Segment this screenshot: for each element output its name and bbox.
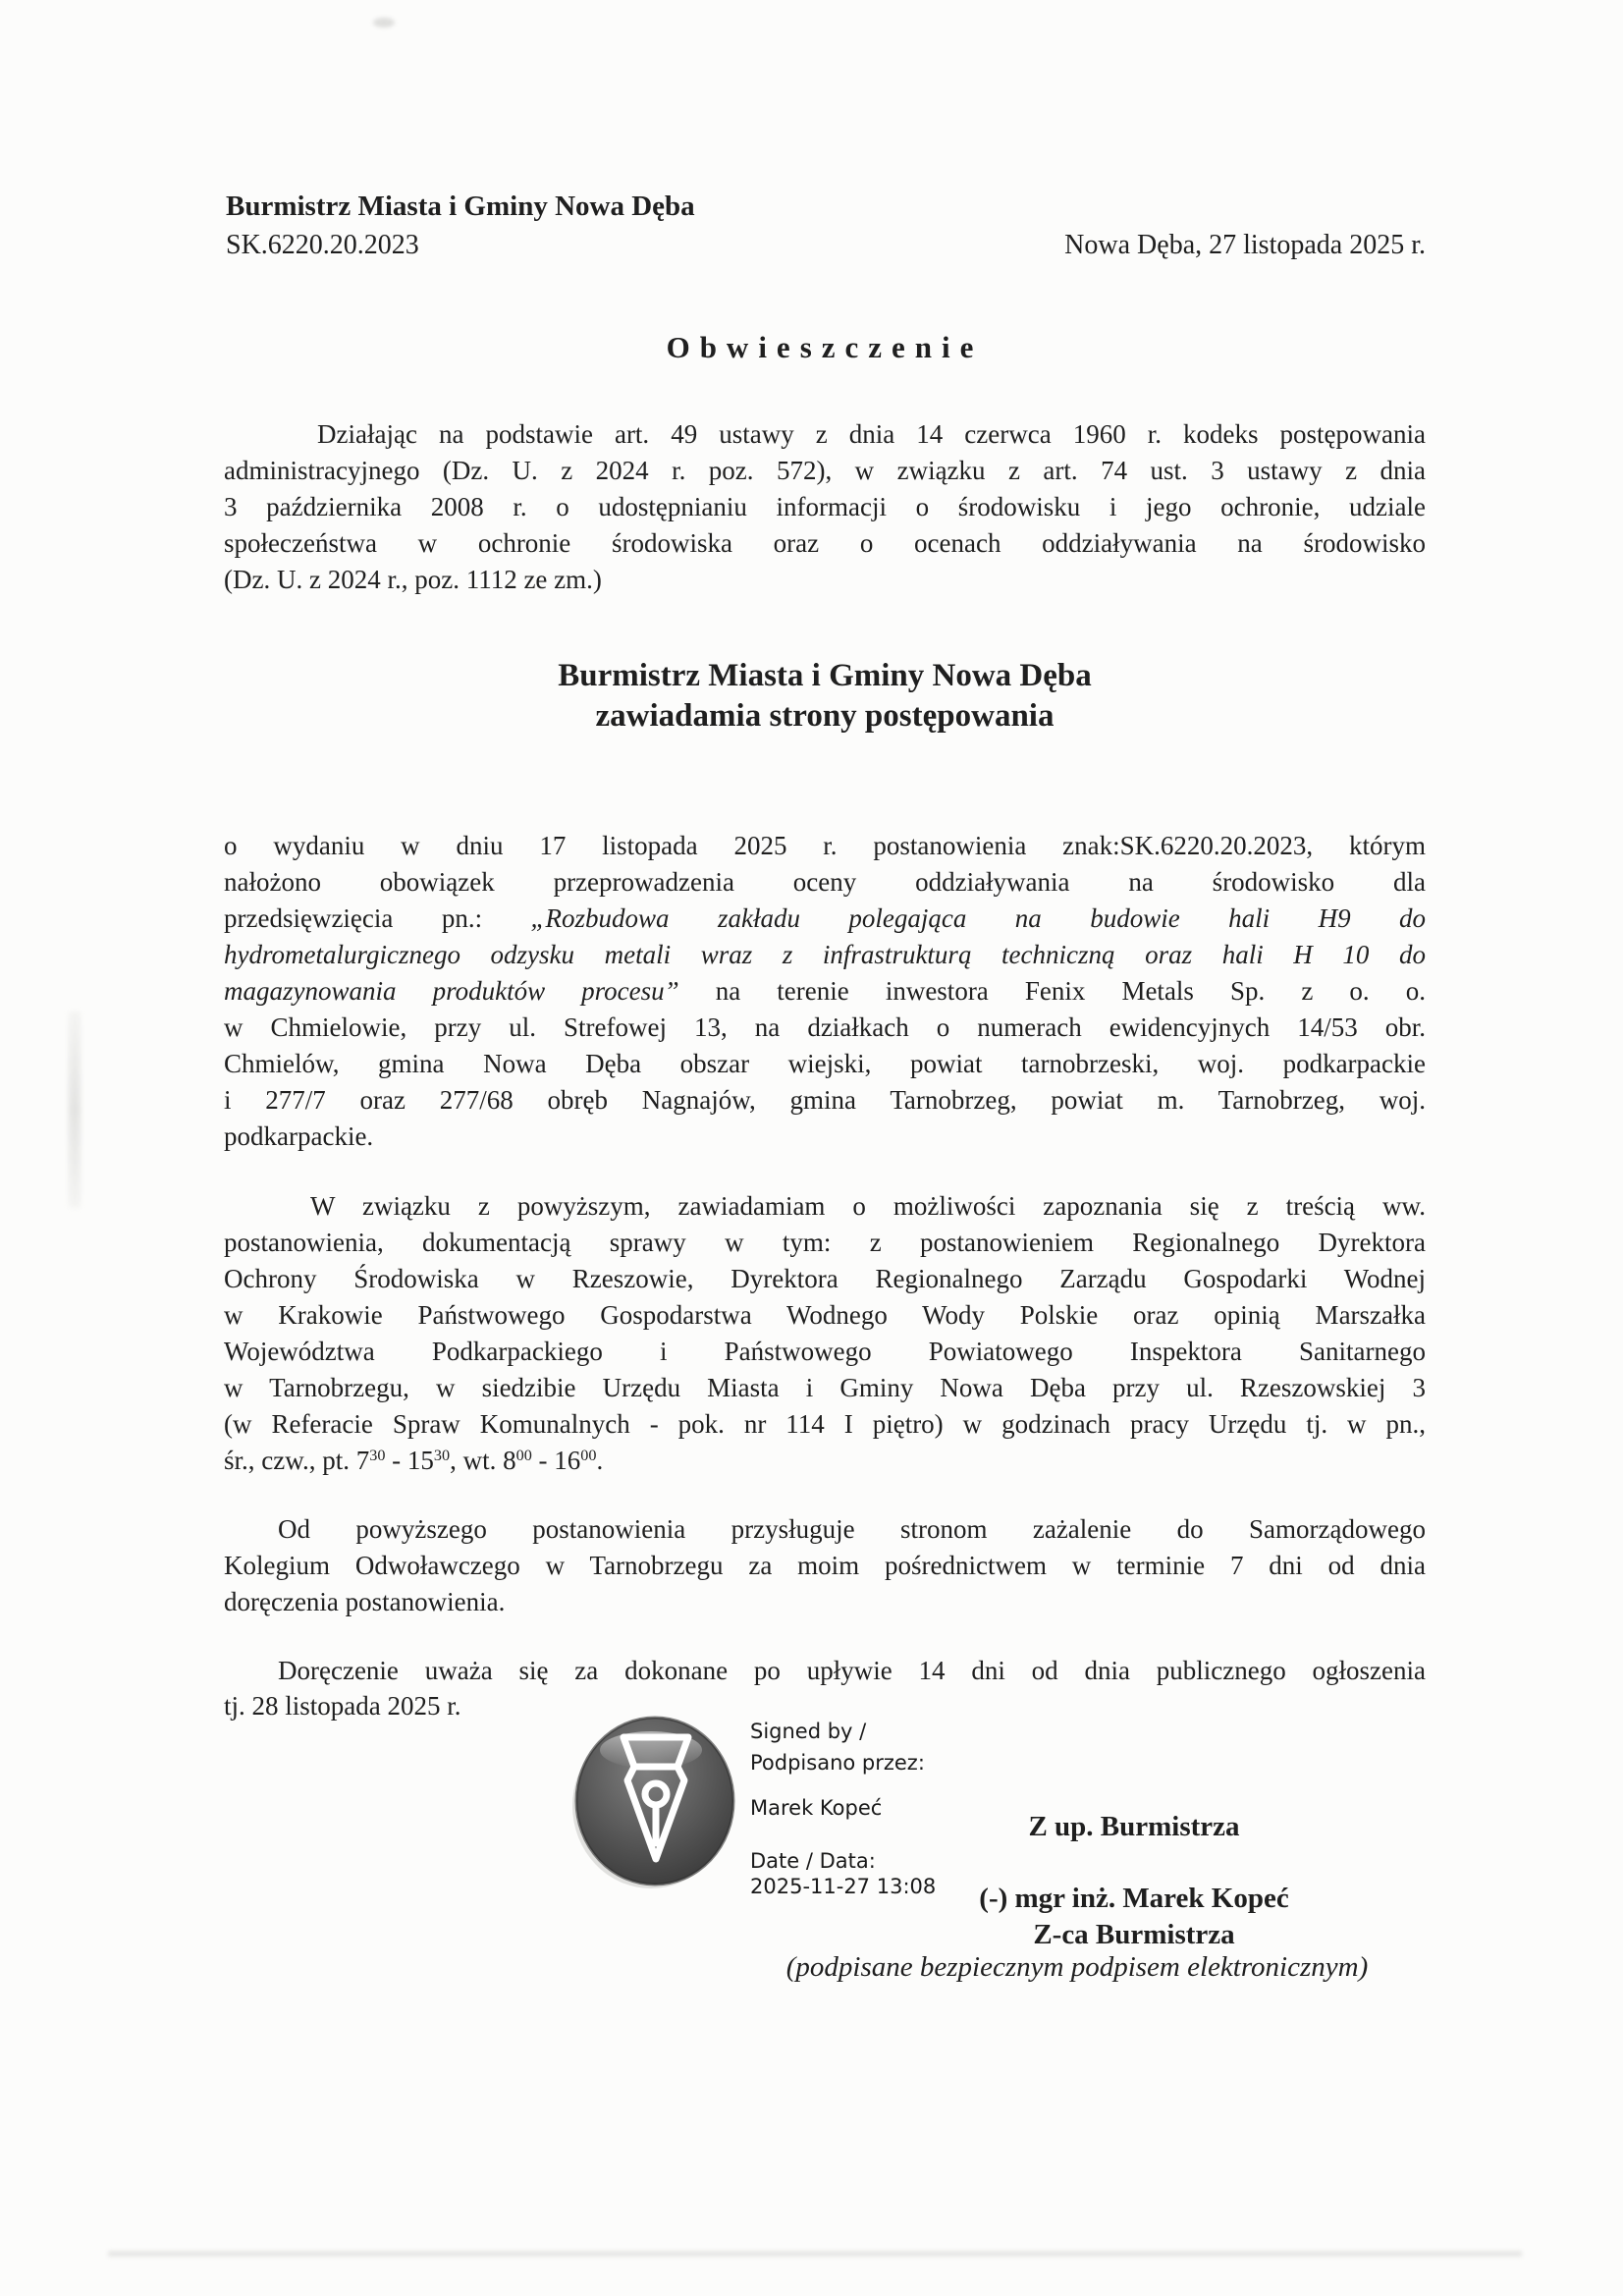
signed-by-label-en: Signed by / (750, 1720, 867, 1743)
case-number: SK.6220.20.2023 (226, 230, 419, 260)
signer-full-line: (-) mgr inż. Marek Kopeć (979, 1883, 1289, 1914)
text-line: magazynowania produktów procesu” na terenie inwestora Fenix Metals Sp. z o. o. (224, 976, 1426, 1006)
text-line: śr., czw., pt. $7^{30} - 15^{30}$, wt. $8^{00} - 16^{00}$. (224, 1446, 604, 1475)
pen-nib-icon (572, 1714, 737, 1888)
notice-heading (224, 656, 1426, 737)
signer-title-line: Z-ca Burmistrza (1033, 1919, 1235, 1950)
text-line: podkarpackie. (224, 1121, 374, 1151)
text-line: hydrometalurgicznego odzysku metali wraz z infrastrukturą techniczną oraz hali H 10 do (224, 940, 1426, 969)
notice-heading-line2: zawiadamia strony postępowania (595, 698, 1055, 734)
text-line: administracyjnego (Dz. U. z 2024 r. poz. 572), w związku z art. 74 ust. 3 ustawy z dnia (224, 456, 1426, 485)
electronic-signature-note: (podpisane bezpiecznym podpisem elektronicznym) (785, 1951, 1369, 1983)
paragraph-legal-basis (224, 416, 1426, 598)
paragraph-decision-info (224, 828, 1426, 1155)
text-line: nałożono obowiązek przeprowadzenia oceny oddziaływania na środowisko dla (224, 867, 1426, 897)
text-line: postanowienia, dokumentacją sprawy w tym: z postanowieniem Regionalnego Dyrektora (224, 1228, 1426, 1257)
text-line: doręczenia postanowienia. (224, 1587, 506, 1616)
document-title: Obwieszczenie (666, 330, 984, 364)
text-line: Ochrony Środowiska w Rzeszowie, Dyrektora Regionalnego Zarządu Gospodarki Wodnej (224, 1264, 1426, 1293)
scan-streak-left (69, 1011, 81, 1208)
on-behalf-line: Z up. Burmistrza (1028, 1811, 1240, 1842)
paragraph-delivery-info (224, 1653, 1426, 1723)
text-line: 3 października 2008 r. o udostępnianiu informacji o środowisku i jego ochronie, udziale (224, 492, 1426, 521)
text-line: Doręczenie uważa się za dokonane po upływie 14 dni od dnia publicznego ogłoszenia (278, 1656, 1426, 1685)
text-line: Chmielów, gmina Nowa Dęba obszar wiejski, powiat tarnobrzeski, woj. podkarpackie (224, 1049, 1426, 1078)
text-line: Działając na podstawie art. 49 ustawy z dnia 14 czerwca 1960 r. kodeks postępowania (317, 419, 1426, 449)
paragraph-review-info (224, 1188, 1426, 1479)
date-value: 2025-11-27 13:08 (750, 1875, 937, 1898)
text-line: przedsięwzięcia pn.: „Rozbudowa zakładu polegająca na budowie hali H9 do (224, 903, 1427, 933)
text-line: Kolegium Odwoławczego w Tarnobrzegu za moim pośrednictwem w terminie 7 dni od dnia (224, 1551, 1426, 1580)
text-line: W związku z powyższym, zawiadamiam o możliwości zapoznania się z treścią ww. (310, 1191, 1426, 1221)
text-line: i 277/7 oraz 277/68 obręb Nagnajów, gmina Tarnobrzeg, powiat m. Tarnobrzeg, woj. (224, 1085, 1426, 1115)
text-line: o wydaniu w dniu 17 listopada 2025 r. postanowienia znak:SK.6220.20.2023, którym (224, 831, 1426, 860)
text-line: tj. 28 listopada 2025 r. (224, 1691, 461, 1721)
scan-smudge-top (373, 18, 395, 27)
text-line: w Tarnobrzegu, w siedzibie Urzędu Miasta i Gminy Nowa Dęba przy ul. Rzeszowskiej 3 (224, 1373, 1426, 1402)
text-line: w Krakowie Państwowego Gospodarstwa Wodnego Wody Polskie oraz opinią Marszałka (224, 1300, 1426, 1330)
date-label: Date / Data: (750, 1849, 876, 1873)
text-line: (Dz. U. z 2024 r., poz. 1112 ze zm.) (224, 565, 602, 594)
text-line: Województwa Podkarpackiego i Państwowego Powiatowego Inspektora Sanitarnego (224, 1337, 1426, 1366)
text-line: (w Referacie Spraw Komunalnych - pok. nr 114 I piętro) w godzinach pracy Urzędu tj. w pn., (224, 1409, 1426, 1439)
text-line: w Chmielowie, przy ul. Strefowej 13, na działkach o numerach ewidencyjnych 14/53 obr. (224, 1012, 1426, 1042)
text-line: Od powyższego postanowienia przysługuje stronom zażalenie do Samorządowego (278, 1514, 1426, 1544)
sender-name: Burmistrz Miasta i Gminy Nowa Dęba (226, 191, 695, 222)
scan-line-bottom (108, 2251, 1522, 2257)
signer-name: Marek Kopeć (750, 1796, 883, 1820)
signed-by-label-pl: Podpisano przez: (750, 1751, 925, 1775)
signature-stamp (572, 1714, 737, 1888)
place-and-date: Nowa Dęba, 27 listopada 2025 r. (1064, 230, 1426, 260)
text-line: społeczeństwa w ochronie środowiska oraz o ocenach oddziaływania na środowisko (224, 528, 1426, 558)
notice-heading-line1: Burmistrz Miasta i Gminy Nowa Dęba (558, 658, 1092, 693)
paragraph-appeal-info (224, 1511, 1426, 1620)
